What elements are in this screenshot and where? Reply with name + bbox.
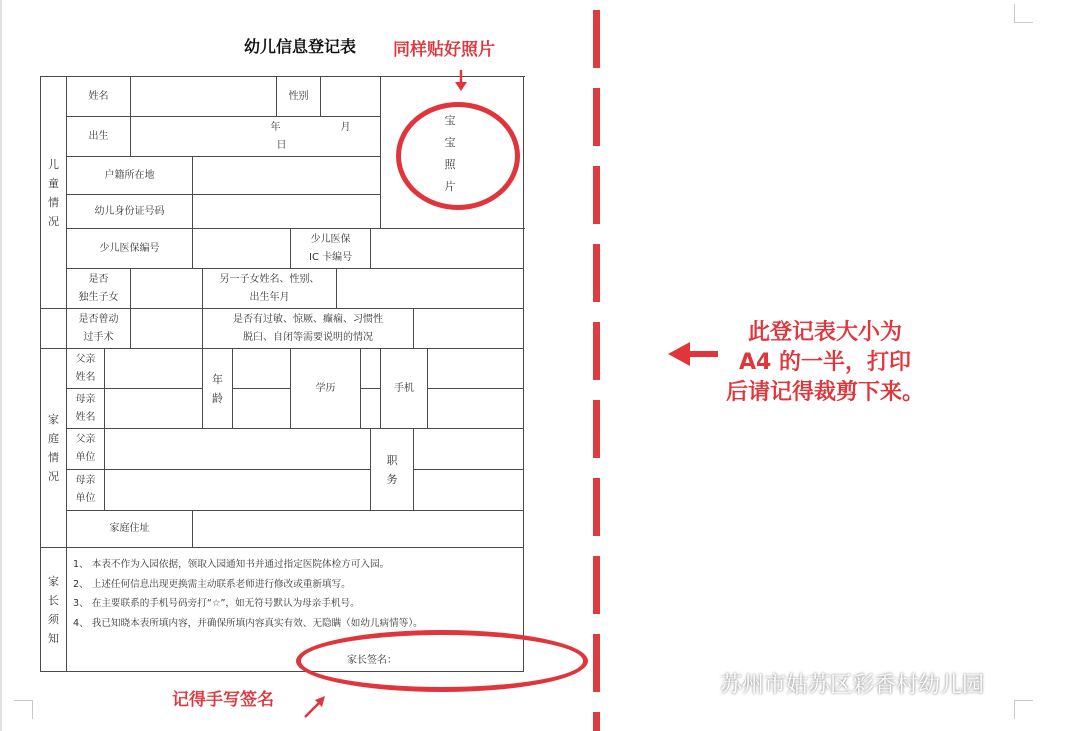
note-2: 2、 上述任何信息出现更换需主动联系老师进行修改或重新填写。 (73, 578, 351, 590)
other-child-value[interactable] (337, 269, 524, 309)
document-title: 幼儿信息登记表 (243, 37, 356, 56)
gender-label: 性别 (277, 77, 321, 117)
mother-name-value[interactable] (105, 389, 203, 429)
blank-section-cell (41, 309, 67, 349)
father-name-value[interactable] (105, 349, 203, 389)
father-mobile-value[interactable] (428, 349, 524, 389)
size-annotation: 此登记表大小为 A4 的一半，打印 后请记得裁剪下来。 (725, 320, 924, 405)
note-1: 1、 本表不作为入园依据，领取入园通知书并通过指定医院体检方可入园。 (73, 559, 390, 570)
photo-placeholder-text: 宝 宝 照 片 (444, 114, 456, 193)
mother-name-label: 母亲 姓名 (67, 389, 105, 429)
mother-education-value[interactable] (361, 389, 381, 429)
mother-position-value[interactable] (414, 470, 524, 511)
corner-mark-bottom-left (14, 700, 33, 719)
home-address-value[interactable] (193, 511, 524, 548)
allergy-value[interactable] (414, 309, 524, 349)
note-3: 3、 在主要联系的手机号码旁打“☆”，如无符号默认为母亲手机号。 (73, 598, 360, 609)
signature-ellipse (296, 630, 588, 692)
photo-annotation: 同样贴好照片 (393, 40, 495, 60)
id-number-label: 幼儿身份证号码 (67, 195, 193, 229)
id-number-value[interactable] (193, 195, 381, 229)
mother-age-value[interactable] (233, 389, 291, 429)
age-label: 年 龄 (203, 349, 233, 429)
section-notice-label: 家 长 须 知 (41, 548, 67, 672)
other-child-label: 另一子女姓名、性别、 出生年月 (203, 269, 337, 309)
allergy-label: 是否有过敏、惊厥、癫痫、习惯性 脱臼、自闭等需要说明的情况 (203, 309, 414, 349)
ic-card-label: 少儿医保 IC 卡编号 (291, 229, 371, 269)
signature-arrow-icon (302, 694, 328, 720)
cut-line (593, 10, 600, 731)
wechat-icon (676, 671, 712, 697)
watermark-text: 苏州市姑苏区彩香村幼儿园 (720, 673, 985, 698)
signature-label: 家长签名： (347, 655, 397, 666)
father-name-label: 父亲 姓名 (67, 349, 105, 389)
hukou-value[interactable] (193, 157, 381, 195)
surgery-label: 是否曾动 过手术 (67, 309, 131, 349)
photo-arrow-icon (454, 70, 468, 92)
corner-mark-top-right (1014, 4, 1033, 23)
section-child-label: 儿 童 情 况 (41, 77, 67, 309)
watermark (676, 668, 984, 699)
birth-value[interactable]: 年 月日 (131, 117, 381, 157)
only-child-value[interactable] (131, 269, 203, 309)
father-unit-value[interactable] (105, 429, 371, 470)
father-age-value[interactable] (233, 349, 291, 389)
father-position-value[interactable] (414, 429, 524, 470)
mother-unit-label: 母亲 单位 (67, 470, 105, 511)
note-4: 4、 我已知晓本表所填内容，并确保所填内容真实有效、无隐瞒（如幼儿病情等）。 (73, 617, 423, 629)
ic-card-value[interactable] (371, 229, 524, 269)
medical-no-value[interactable] (193, 229, 291, 269)
father-unit-label: 父亲 单位 (67, 429, 105, 470)
page-edge (0, 0, 2, 731)
father-education-value[interactable] (361, 349, 381, 389)
signature-annotation: 记得手写签名 (172, 690, 274, 710)
only-child-label: 是否 独生子女 (67, 269, 131, 309)
name-value[interactable] (131, 77, 277, 117)
mother-unit-value[interactable] (105, 470, 371, 511)
medical-no-label: 少儿医保编号 (67, 229, 193, 269)
position-label: 职 务 (371, 429, 414, 511)
surgery-value[interactable] (131, 309, 203, 349)
mobile-label: 手机 (381, 349, 428, 429)
gender-value[interactable] (321, 77, 381, 117)
mother-mobile-value[interactable] (428, 389, 524, 429)
section-family-label: 家 庭 情 况 (41, 349, 67, 548)
birth-label: 出生 (67, 117, 131, 157)
hukou-label: 户籍所在地 (67, 157, 193, 195)
photo-ellipse (396, 102, 520, 210)
home-address-label: 家庭住址 (67, 511, 193, 548)
corner-mark-bottom-right (1014, 700, 1033, 719)
education-label: 学历 (291, 349, 361, 429)
name-label: 姓名 (67, 77, 131, 117)
